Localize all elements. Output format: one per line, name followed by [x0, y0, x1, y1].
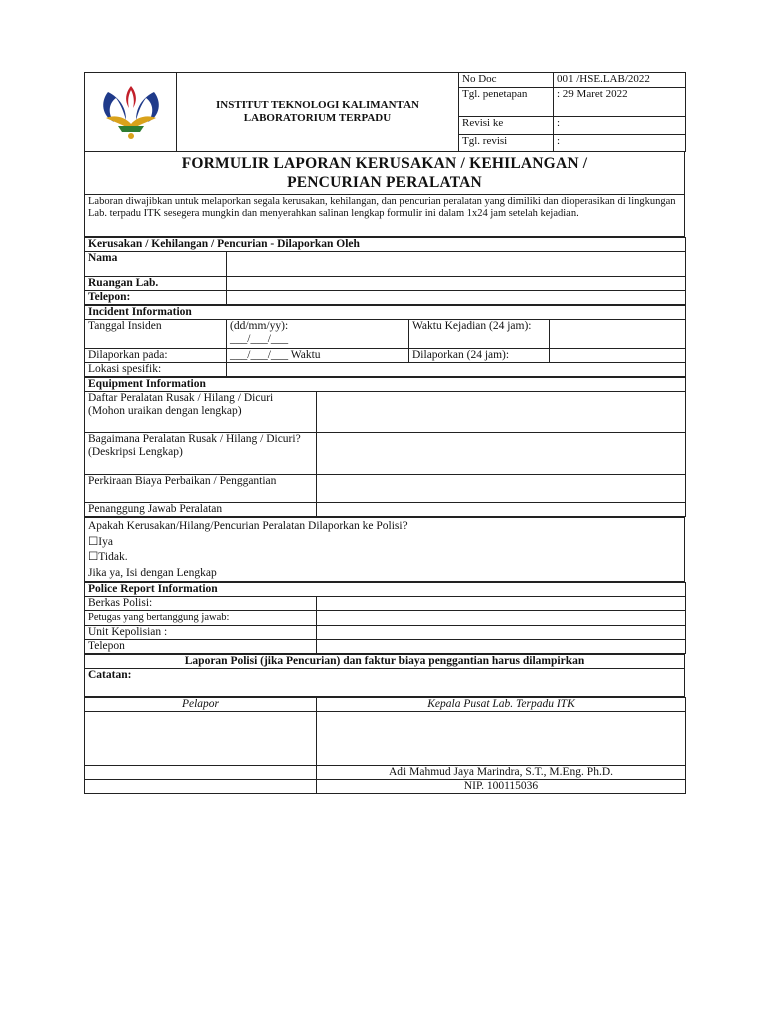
equipment-section: [84, 377, 686, 517]
meta-label-no-doc: No Doc: [459, 73, 554, 88]
signature-section: [84, 697, 686, 794]
title-block: [84, 152, 685, 237]
daftar-text: Daftar Peralatan Rusak / Hilang / Dicuri: [88, 392, 274, 404]
itk-logo: [85, 73, 177, 152]
telepon-label: Telepon:: [85, 291, 227, 305]
kepala-nip: NIP. 100115036: [317, 780, 686, 794]
form-title-line-2: PENCURIAN PERALATAN: [287, 174, 482, 191]
penanggung-field[interactable]: [317, 503, 686, 517]
equipment-section-title: Equipment Information: [85, 378, 686, 392]
bagaimana-note: (Deskripsi Lengkap): [88, 446, 183, 458]
perkiraan-field[interactable]: [317, 475, 686, 503]
dilaporkan-24-label: Dilaporkan (24 jam):: [409, 349, 550, 363]
daftar-field[interactable]: [317, 392, 686, 433]
petugas-field[interactable]: [317, 611, 686, 626]
ruangan-label: Ruangan Lab.: [85, 277, 227, 291]
unit-label: Unit Kepolisian :: [85, 626, 317, 640]
institution-header: [177, 73, 459, 152]
option-tidak[interactable]: ☐Tidak.: [88, 551, 128, 563]
ruangan-field[interactable]: [227, 277, 686, 291]
pelapor-nip-field[interactable]: [85, 780, 317, 794]
berkas-label: Berkas Polisi:: [85, 597, 317, 611]
police-telepon-field[interactable]: [317, 640, 686, 654]
meta-value-revisi: :: [554, 116, 686, 135]
notes-section: [84, 654, 685, 697]
perkiraan-label: Perkiraan Biaya Perbaikan / Penggantian: [85, 475, 317, 503]
police-telepon-label: Telepon: [85, 640, 317, 654]
form-page: [84, 72, 685, 794]
dilaporkan-pada-field[interactable]: ___/___/___ Waktu: [227, 349, 409, 363]
reporter-section-title: Kerusakan / Kehilangan / Pencurian - Dilaporkan Oleh: [85, 238, 686, 252]
option-iya[interactable]: ☐Iya: [88, 535, 113, 548]
bagaimana-field[interactable]: [317, 433, 686, 475]
lab-name: LABORATORIUM TERPADU: [243, 112, 392, 124]
form-title-line-1: FORMULIR LAPORAN KERUSAKAN / KEHILANGAN /: [181, 155, 588, 172]
police-question-cell: [85, 518, 685, 582]
dilaporkan-pada-label: Dilaporkan pada:: [85, 349, 227, 363]
attachment-note: Laporan Polisi (jika Pencurian) dan faktur biaya penggantian harus dilampirkan: [85, 655, 685, 669]
penanggung-label: Penanggung Jawab Peralatan: [85, 503, 317, 517]
tanggal-insiden-field[interactable]: [227, 320, 409, 349]
police-section-title: Police Report Information: [85, 583, 686, 597]
incident-section-title: Incident Information: [85, 306, 686, 320]
nama-label: Nama: [85, 252, 227, 277]
document-header: [84, 72, 686, 152]
tanggal-blank: ___/___/___: [230, 333, 289, 345]
kepala-signature-box[interactable]: [317, 712, 686, 766]
dilaporkan-24-field[interactable]: [550, 349, 686, 363]
meta-value-no-doc: 001 /HSE.LAB/2022: [554, 73, 686, 88]
institution-name: INSTITUT TEKNOLOGI KALIMANTAN: [216, 99, 419, 111]
incident-section: [84, 305, 686, 377]
meta-label-tgl-revisi: Tgl. revisi: [459, 135, 554, 152]
meta-label-revisi: Revisi ke: [459, 116, 554, 135]
reporter-section: [84, 237, 686, 305]
police-report-section: [84, 582, 686, 654]
police-question: Apakah Kerusakan/Hilang/Pencurian Peralatan Dilaporkan ke Polisi?: [88, 520, 408, 532]
telepon-field[interactable]: [227, 291, 686, 305]
bagaimana-text: Bagaimana Peralatan Rusak / Hilang / Dicuri?: [88, 433, 301, 445]
tanggal-insiden-label: Tanggal Insiden: [85, 320, 227, 349]
waktu-kejadian-label: Waktu Kejadian (24 jam):: [409, 320, 550, 349]
daftar-note: (Mohon uraikan dengan lengkap): [88, 405, 242, 417]
unit-field[interactable]: [317, 626, 686, 640]
meta-label-tgl-penetapan: Tgl. penetapan: [459, 87, 554, 116]
police-question-note: Jika ya, Isi dengan Lengkap: [88, 566, 217, 579]
tanggal-format: (dd/mm/yy):: [230, 320, 289, 332]
nama-field[interactable]: [227, 252, 686, 277]
form-title: [85, 152, 685, 195]
pelapor-label: Pelapor: [85, 698, 317, 712]
bagaimana-label: [85, 433, 317, 475]
catatan-field[interactable]: Catatan:: [85, 669, 685, 697]
meta-value-tgl-penetapan: : 29 Maret 2022: [554, 87, 686, 116]
police-question-section: [84, 517, 685, 582]
kepala-name: Adi Mahmud Jaya Marindra, S.T., M.Eng. Ph.D.: [317, 766, 686, 780]
meta-value-tgl-revisi: :: [554, 135, 686, 152]
lokasi-field[interactable]: [227, 363, 686, 377]
waktu-kejadian-field[interactable]: [550, 320, 686, 349]
pelapor-name-field[interactable]: [85, 766, 317, 780]
daftar-label: [85, 392, 317, 433]
intro-text: Laboran diwajibkan untuk melaporkan segala kerusakan, kehilangan, dan pencurian peralatan yang dimiliki dan dioperasikan di lingkungan Lab. terpadu ITK sesegera mungkin dan menyerahkan salinan lengkap formulir ini dalam 1x24 jam setelah kejadian.: [85, 195, 685, 237]
lokasi-label: Lokasi spesifik:: [85, 363, 227, 377]
berkas-field[interactable]: [317, 597, 686, 611]
pelapor-signature-box[interactable]: [85, 712, 317, 766]
kepala-label: Kepala Pusat Lab. Terpadu ITK: [317, 698, 686, 712]
itk-logo-icon: [96, 78, 166, 142]
petugas-label: Petugas yang bertanggung jawab:: [85, 611, 317, 626]
